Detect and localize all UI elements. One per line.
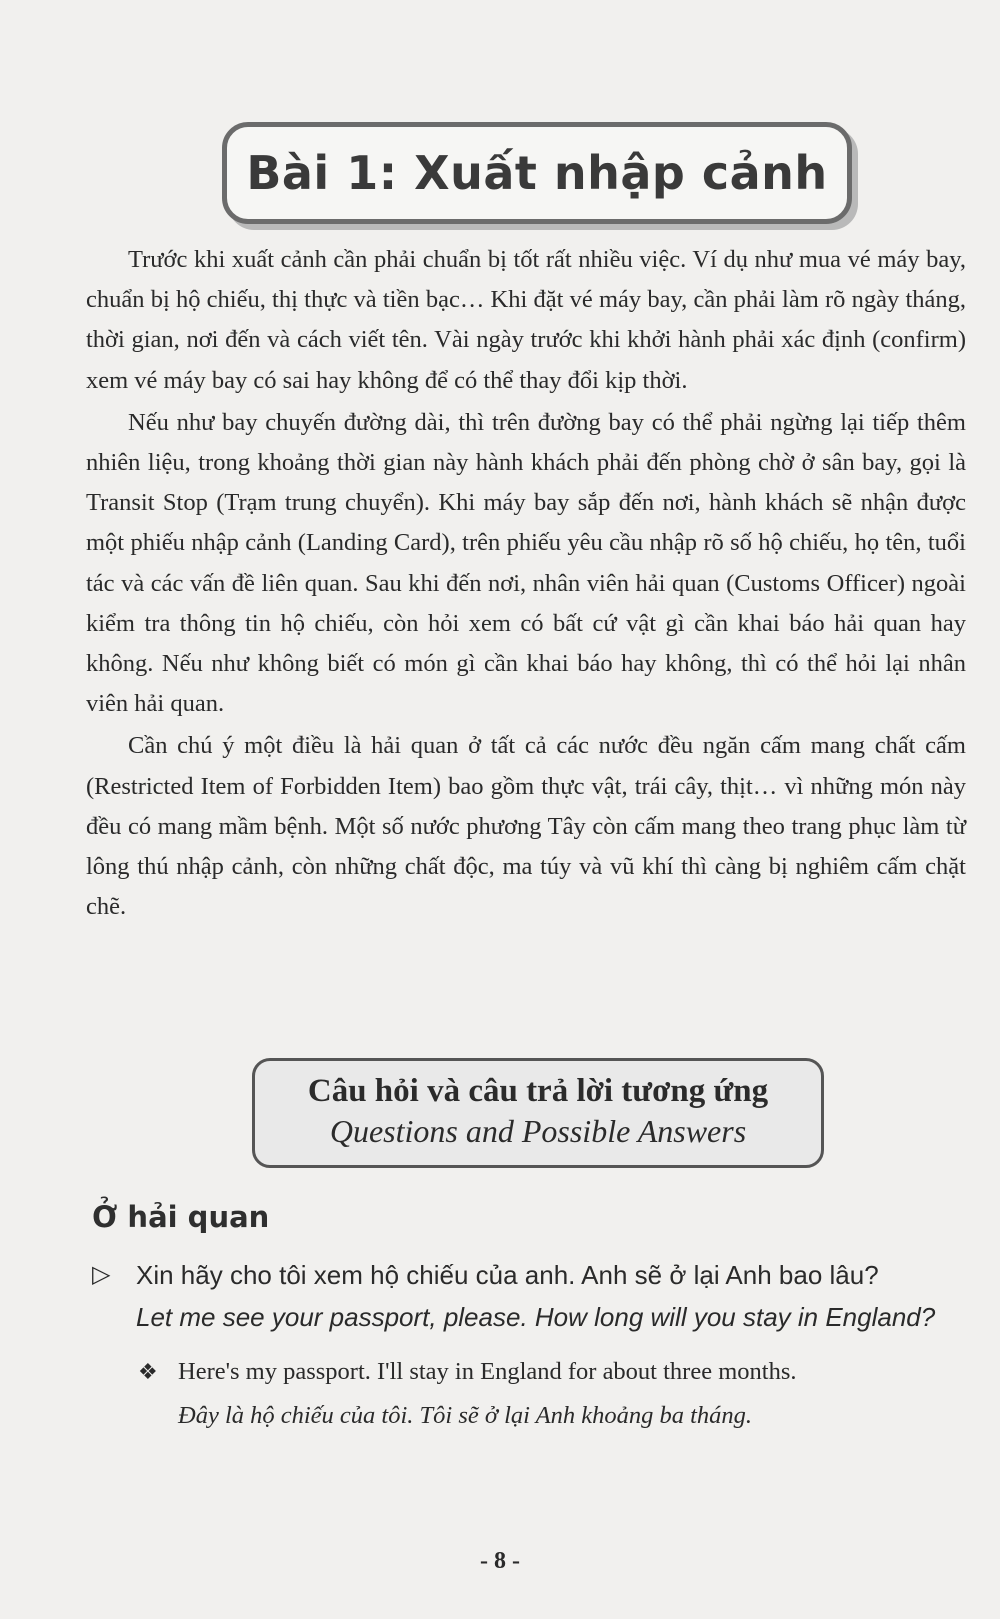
lesson-title: Bài 1: Xuất nhập cảnh — [246, 146, 828, 200]
question-vi: Xin hãy cho tôi xem hộ chiếu của anh. Anh sẽ ở lại Anh bao lâu? — [136, 1260, 879, 1290]
lesson-title-box — [222, 122, 852, 224]
paragraph-1: Trước khi xuất cảnh cần phải chuẩn bị tốt rất nhiều việc. Ví dụ như mua vé máy bay, chuẩn bị hộ chiếu, thị thực và tiền bạc… Khi đặt vé máy bay, cần phải làm rõ ngày tháng, thời gian, nơi đến và cách viết tên. Vài ngày trước khi khởi hành phải xác định (confirm) xem vé máy bay có sai hay không để có thể thay đổi kịp thời. — [86, 246, 966, 394]
question-item — [92, 1254, 982, 1338]
subheading: Ở hải quan — [92, 1200, 270, 1234]
question-en: Let me see your passport, please. How long will you stay in England? — [136, 1302, 936, 1332]
triangle-marker-icon: ▷ — [92, 1261, 111, 1288]
section-title-vi: Câu hỏi và câu trả lời tương ứng — [307, 1073, 769, 1109]
intro-text — [86, 240, 966, 929]
paragraph-2: Nếu như bay chuyến đường dài, thì trên đường bay có thể phải ngừng lại tiếp thêm nhiên liệu, trong khoảng thời gian này hành khách phải đến phòng chờ ở sân bay, gọi là Transit Stop (Trạm trung chuyển). Khi máy bay sắp đến nơi, hành khách sẽ nhận được một phiếu nhập cảnh (Landing Card), trên phiếu yêu cầu nhập rõ số hộ chiếu, họ tên, tuổi tác và các vấn đề liên quan. Sau khi đến nơi, nhân viên hải quan (Customs Officer) ngoài kiểm tra thông tin hộ chiếu, còn hỏi xem có bất cứ vật gì cần khai báo hải quan hay không. Nếu như không biết có món gì cần khai báo hay không, thì có thể hỏi lại nhân viên hải quan. — [86, 408, 966, 718]
paragraph-3: Cần chú ý một điều là hải quan ở tất cả các nước đều ngăn cấm mang chất cấm (Restricted Item of Forbidden Item) bao gồm thực vật, trái cây, thịt… vì những món này đều có mang mầm bệnh. Một số nước phương Tây còn cấm mang theo trang phục làm từ lông thú nhập cảnh, còn những chất độc, ma túy và vũ khí thì càng bị nghiêm cấm chặt chẽ. — [86, 732, 966, 921]
answer-en: Here's my passport. I'll stay in England for about three months. — [178, 1358, 797, 1385]
page-number: - 8 - — [480, 1548, 520, 1574]
section-title-en: Questions and Possible Answers — [329, 1113, 747, 1149]
diamond-bullet-icon: ❖ — [138, 1359, 158, 1384]
answer-vi: Đây là hộ chiếu của tôi. Tôi sẽ ở lại Anh khoảng ba tháng. — [178, 1402, 753, 1429]
section-title-box — [252, 1058, 824, 1168]
answer-item — [138, 1350, 988, 1438]
